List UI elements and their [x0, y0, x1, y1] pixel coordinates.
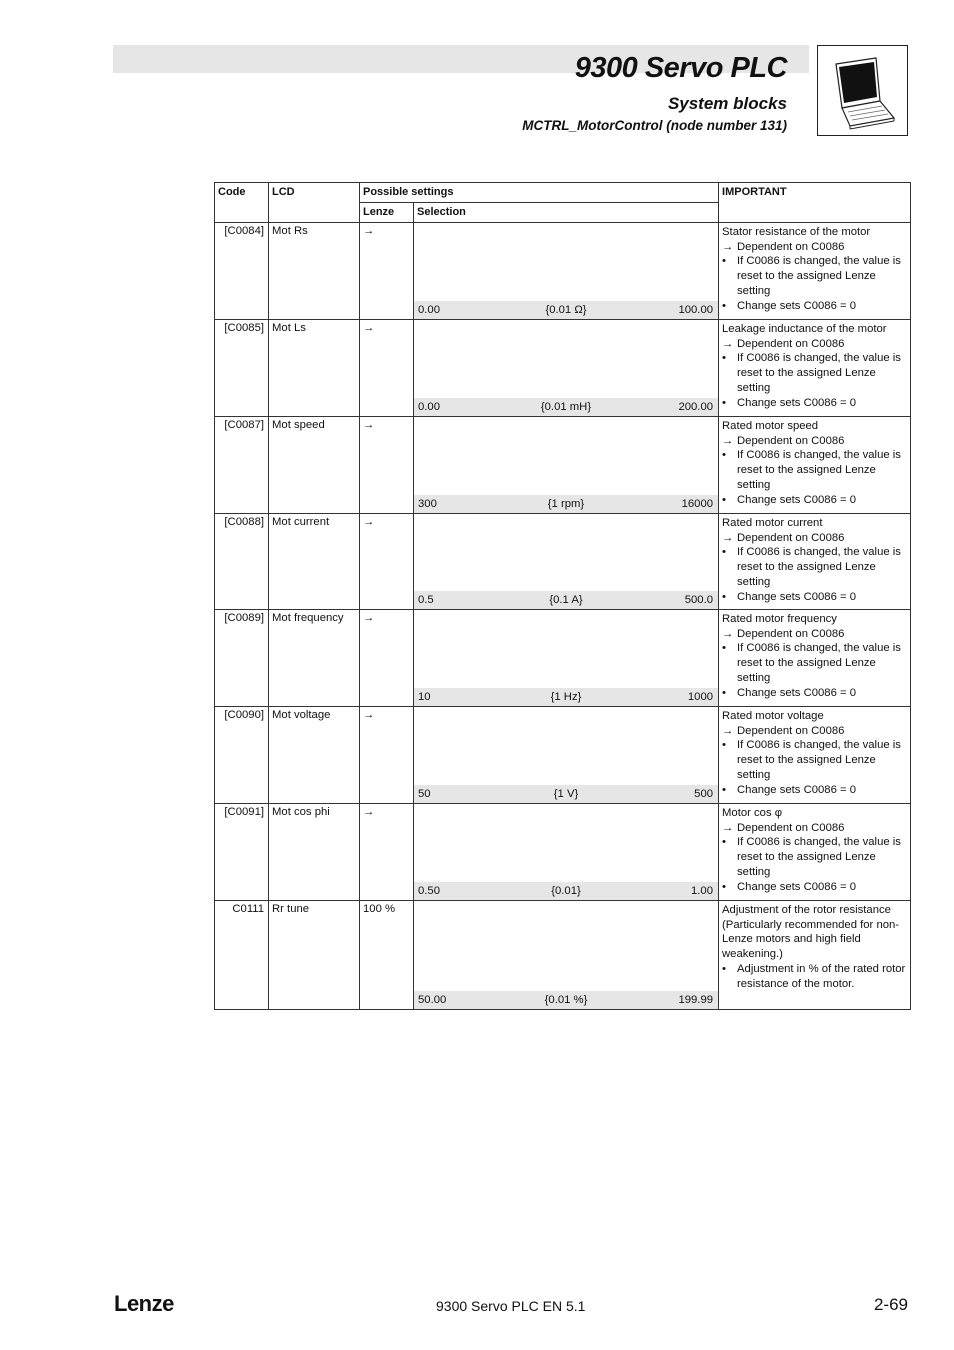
bullet-note	[722, 738, 907, 782]
code-cell: [C0085]	[215, 320, 269, 417]
note-title: Stator resistance of the motor	[722, 226, 871, 238]
bullet-text: Change sets C0086 = 0	[737, 880, 857, 893]
bullet-text: Change sets C0086 = 0	[737, 686, 857, 699]
bullet-icon: •	[722, 686, 726, 699]
bullet-icon: •	[722, 783, 726, 796]
range-unit: {0.01 Ω}	[545, 304, 587, 316]
bullet-icon: •	[722, 590, 726, 603]
bullet-note	[722, 783, 907, 798]
bullet-text: If C0086 is changed, the value is reset to the assigned Lenze setting	[737, 642, 901, 684]
table-row	[215, 320, 911, 417]
dependency-text: Dependent on C0086	[737, 337, 845, 350]
range-bar	[414, 785, 718, 803]
bullet-note	[722, 962, 907, 991]
dependency-text: Dependent on C0086	[737, 531, 845, 544]
bullet-note	[722, 545, 907, 589]
table-row	[215, 804, 911, 901]
note-title: Adjustment of the rotor resistance (Particularly recommended for non-Lenze motors and high field weakening.)	[722, 904, 900, 961]
important-cell	[719, 417, 911, 514]
range-unit: {0.1 A}	[549, 594, 583, 606]
bullet-text: Change sets C0086 = 0	[737, 493, 857, 506]
arrow-icon: →	[722, 337, 734, 350]
dependency-text: Dependent on C0086	[737, 240, 845, 253]
selection-cell	[414, 804, 719, 901]
range-bar	[414, 495, 718, 513]
lcd-cell: Rr tune	[269, 901, 360, 1010]
laptop-icon	[817, 45, 908, 136]
bullet-text: Change sets C0086 = 0	[737, 396, 857, 409]
bullet-icon: •	[722, 449, 726, 462]
range-max: 100.00	[678, 304, 714, 316]
lenze-cell: →	[360, 223, 414, 320]
table-row	[215, 223, 911, 320]
bullet-note	[722, 835, 907, 879]
header-lcd: LCD	[269, 183, 360, 223]
range-max: 199.99	[678, 994, 714, 1006]
code-cell: [C0087]	[215, 417, 269, 514]
selection-cell	[414, 417, 719, 514]
bullet-text: Change sets C0086 = 0	[737, 299, 857, 312]
bullet-note	[722, 396, 907, 411]
lcd-cell: Mot current	[269, 514, 360, 610]
lenze-cell: →	[360, 707, 414, 804]
selection-cell	[414, 901, 719, 1010]
important-cell	[719, 514, 911, 610]
important-cell	[719, 707, 911, 804]
arrow-icon: →	[722, 724, 734, 737]
dependency-note	[722, 821, 907, 836]
range-min: 50.00	[418, 994, 447, 1006]
range-min: 50	[418, 788, 431, 800]
dependency-note	[722, 627, 907, 642]
range-min: 0.00	[418, 304, 440, 316]
bullet-note	[722, 590, 907, 605]
dependency-note	[722, 240, 907, 255]
lenze-cell: →	[360, 804, 414, 901]
bullet-text: If C0086 is changed, the value is reset to the assigned Lenze setting	[737, 352, 901, 394]
bullet-text: If C0086 is changed, the value is reset to the assigned Lenze setting	[737, 255, 901, 297]
dependency-text: Dependent on C0086	[737, 627, 845, 640]
range-min: 0.00	[418, 401, 440, 413]
header-selection: Selection	[414, 203, 719, 223]
bullet-text: Change sets C0086 = 0	[737, 783, 857, 796]
dependency-text: Dependent on C0086	[737, 821, 845, 834]
note-title: Leakage inductance of the motor	[722, 323, 887, 335]
arrow-icon: →	[722, 240, 734, 253]
bullet-icon: •	[722, 962, 726, 975]
selection-cell	[414, 610, 719, 707]
range-bar	[414, 882, 718, 900]
chapter-title: System blocks	[667, 94, 787, 113]
range-bar	[414, 591, 718, 609]
selection-cell	[414, 707, 719, 804]
table-row	[215, 707, 911, 804]
important-cell	[719, 223, 911, 320]
lenze-cell: →	[360, 610, 414, 707]
bullet-icon: •	[722, 642, 726, 655]
lcd-cell: Mot Rs	[269, 223, 360, 320]
table-row	[215, 514, 911, 610]
arrow-icon: →	[722, 627, 734, 640]
document-title: 9300 Servo PLC	[574, 52, 787, 84]
selection-cell	[414, 514, 719, 610]
range-max: 500	[694, 788, 714, 800]
important-cell	[719, 610, 911, 707]
range-unit: {1 rpm}	[547, 498, 585, 510]
note-title: Rated motor frequency	[722, 613, 837, 625]
bullet-icon: •	[722, 880, 726, 893]
bullet-icon: •	[722, 546, 726, 559]
lcd-cell: Mot cos phi	[269, 804, 360, 901]
range-unit: {0.01}	[551, 885, 581, 897]
lenze-cell: 100 %	[360, 901, 414, 1010]
code-cell: C0111	[215, 901, 269, 1010]
bullet-text: If C0086 is changed, the value is reset to the assigned Lenze setting	[737, 836, 901, 878]
bullet-icon: •	[722, 352, 726, 365]
lenze-cell: →	[360, 417, 414, 514]
code-cell: [C0089]	[215, 610, 269, 707]
bullet-note	[722, 351, 907, 395]
code-cell: [C0088]	[215, 514, 269, 610]
dependency-text: Dependent on C0086	[737, 434, 845, 447]
bullet-text: If C0086 is changed, the value is reset to the assigned Lenze setting	[737, 449, 901, 491]
code-cell: [C0091]	[215, 804, 269, 901]
lcd-cell: Mot Ls	[269, 320, 360, 417]
bullet-note	[722, 448, 907, 492]
range-max: 500.0	[684, 594, 714, 606]
important-cell	[719, 320, 911, 417]
table-row	[215, 417, 911, 514]
bullet-note	[722, 641, 907, 685]
note-title: Rated motor current	[722, 517, 823, 529]
bullet-text: Change sets C0086 = 0	[737, 590, 857, 603]
range-max: 1.00	[691, 885, 714, 897]
bullet-note	[722, 493, 907, 508]
bullet-text: Adjustment in % of the rated rotor resistance of the motor.	[737, 962, 906, 990]
range-unit: {0.01 %}	[544, 994, 588, 1006]
lenze-cell: →	[360, 320, 414, 417]
bullet-note	[722, 299, 907, 314]
table-row	[215, 901, 911, 1010]
range-bar	[414, 991, 718, 1009]
lcd-cell: Mot voltage	[269, 707, 360, 804]
dependency-note	[722, 724, 907, 739]
lcd-cell: Mot frequency	[269, 610, 360, 707]
dependency-text: Dependent on C0086	[737, 724, 845, 737]
note-title: Rated motor voltage	[722, 710, 824, 722]
bullet-icon: •	[722, 739, 726, 752]
section-title: MCTRL_MotorControl (node number 131)	[522, 118, 787, 133]
selection-cell	[414, 320, 719, 417]
table-row	[215, 610, 911, 707]
bullet-icon: •	[722, 396, 726, 409]
note-title: Rated motor speed	[722, 420, 819, 432]
header-lenze: Lenze	[360, 203, 414, 223]
range-unit: {1 V}	[553, 788, 579, 800]
page-number: 2-69	[873, 1295, 908, 1314]
bullet-icon: •	[722, 493, 726, 506]
range-min: 0.5	[418, 594, 434, 606]
dependency-note	[722, 531, 907, 546]
bullet-text: If C0086 is changed, the value is reset to the assigned Lenze setting	[737, 546, 901, 588]
arrow-icon: →	[722, 434, 734, 447]
dependency-note	[722, 434, 907, 449]
bullet-icon: •	[722, 299, 726, 312]
code-cell: [C0084]	[215, 223, 269, 320]
arrow-icon: →	[722, 821, 734, 834]
range-bar	[414, 398, 718, 416]
range-max: 16000	[681, 498, 714, 510]
footer-document-id: 9300 Servo PLC EN 5.1	[436, 1298, 586, 1314]
range-unit: {0.01 mH}	[540, 401, 592, 413]
important-cell	[719, 804, 911, 901]
header-possible-settings: Possible settings	[360, 183, 719, 203]
range-unit: {1 Hz}	[550, 691, 582, 703]
bullet-icon: •	[722, 255, 726, 268]
lcd-cell: Mot speed	[269, 417, 360, 514]
range-min: 0.50	[418, 885, 440, 897]
range-bar	[414, 301, 718, 319]
header-code: Code	[215, 183, 269, 223]
range-max: 1000	[687, 691, 714, 703]
dependency-note	[722, 337, 907, 352]
bullet-note	[722, 880, 907, 895]
header-important: IMPORTANT	[719, 183, 911, 223]
important-cell	[719, 901, 911, 1010]
lenze-cell: →	[360, 514, 414, 610]
range-max: 200.00	[678, 401, 714, 413]
selection-cell	[414, 223, 719, 320]
note-title: Motor cos φ	[722, 807, 783, 819]
bullet-icon: •	[722, 836, 726, 849]
range-min: 300	[418, 498, 437, 510]
bullet-note	[722, 686, 907, 701]
lenze-logo: Lenze	[114, 1291, 174, 1316]
bullet-note	[722, 254, 907, 298]
code-cell: [C0090]	[215, 707, 269, 804]
bullet-text: If C0086 is changed, the value is reset to the assigned Lenze setting	[737, 739, 901, 781]
range-min: 10	[418, 691, 431, 703]
range-bar	[414, 688, 718, 706]
arrow-icon: →	[722, 531, 734, 544]
parameter-table	[214, 182, 911, 1010]
